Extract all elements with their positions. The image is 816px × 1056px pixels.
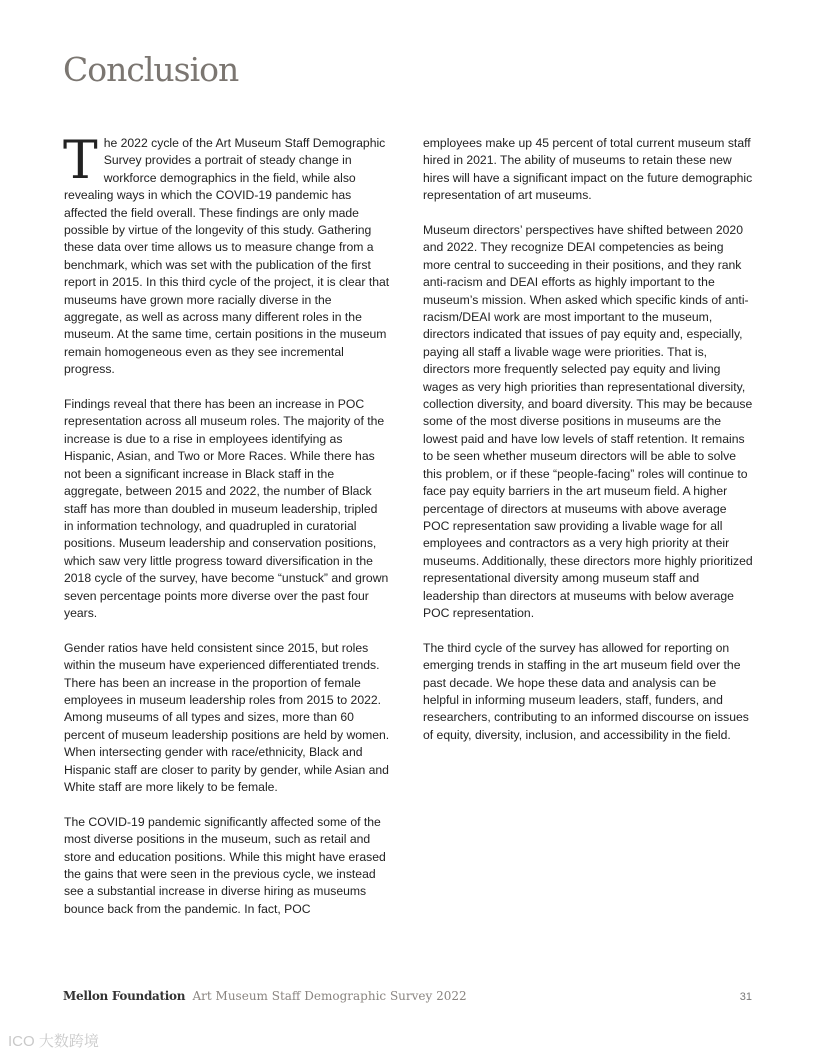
right-column xyxy=(423,135,753,762)
footer-report-title: Art Museum Staff Demographic Survey 2022 xyxy=(192,989,467,1003)
drop-cap: T xyxy=(63,131,98,191)
footer-brand: Mellon Foundation xyxy=(63,989,186,1003)
paragraph-6: Museum directors’ perspectives have shifted between 2020 and 2022. They recognize DEAI competencies as being more central to succeeding in their positions, and they rank anti-racism and DEAI efforts as highly important to the museum’s mission. When asked which specific kinds of anti-racism/DEAI work are most important to the museum, directors indicated that issues of pay equity and, especially, paying all staff a livable wage were priorities. That is, directors more frequently selected pay equity and living wages as very high priorities than representational diversity, collection diversity, and board diversity. This may be because some of the most diverse positions in museums are the lowest paid and have low levels of staff retention. It remains to be seen whether museum directors will be able to solve this problem, or if these “people-facing” roles will continue to face pay equity barriers in the art museum field. A higher percentage of directors at museums with above average POC representation saw providing a livable wage for all employees and contractors as a very high priority at their museums. Additionally, these directors more highly prioritized representational diversity among museum staff and leadership than directors at museums with below average POC representation. xyxy=(423,223,753,620)
page-title: Conclusion xyxy=(63,50,239,89)
paragraph-1 xyxy=(63,131,390,379)
paragraph-2: Findings reveal that there has been an increase in POC representation across all museum roles. The majority of the increase is due to a rise in employees identifying as Hispanic, Asian, and Two or More Races. While there has not been a significant increase in Black staff in the aggregate, between 2015 and 2022, the number of Black staff has more than doubled in museum leadership, tripled in information technology, and quadrupled in curatorial positions. Museum leadership and conservation positions, which saw very little progress toward diversification in the 2018 cycle of the survey, have become “unstuck” and grown seven percentage points more diverse over the past four years. xyxy=(64,397,389,620)
paragraph-4: The COVID-19 pandemic significantly affected some of the most diverse positions in the museum, such as retail and store and education positions. While this might have erased the gains that were seen in the previous cycle, we instead see a substantial increase in diverse hiring as museums bounce back from the pandemic. In fact, POC xyxy=(64,814,386,916)
paragraph-1-text: he 2022 cycle of the Art Museum Staff Demographic Survey provides a portrait of steady change in workforce demographics in the field, while also revealing ways in which the COVID-19 pandemic has affected the field overall. These findings are only made possible by virtue of the longevity of this study. Gathering these data over time allows us to measure change from a benchmark, which was set with the publication of the first report in 2015. In this third cycle of the project, it is clear that museums have grown more racially diverse in the aggregate, as well as across many different roles in the museum. At the same time, certain positions in the museum remain homogeneous even as they see incremental progress. xyxy=(64,136,390,377)
paragraph-5: employees make up 45 percent of total current museum staff hired in 2021. The ability of museums to retain these new hires will have a significant impact on the future demographic representation of art museums. xyxy=(423,136,753,203)
paragraph-7: The third cycle of the survey has allowed for reporting on emerging trends in staffing in the art museum field over the past decade. We hope these data and analysis can be helpful in informing museum leaders, staff, funders, and researchers, contributing to an informed discourse on issues of equity, diversity, inclusion, and accessibility in the field. xyxy=(423,640,749,742)
page-footer xyxy=(63,989,467,1003)
page-number: 31 xyxy=(739,991,752,1003)
watermark: ICO 大数跨境 xyxy=(8,1033,99,1050)
left-column xyxy=(63,131,390,936)
paragraph-3: Gender ratios have held consistent since 2015, but roles within the museum have experienced differentiated trends. There has been an increase in the proportion of female employees in museum leadership roles from 2015 to 2022. Among museums of all types and sizes, more than 60 percent of museum leadership positions are held by women. When intersecting gender with race/ethnicity, Black and Hispanic staff are closer to parity by gender, while Asian and White staff are more likely to be female. xyxy=(64,640,390,794)
